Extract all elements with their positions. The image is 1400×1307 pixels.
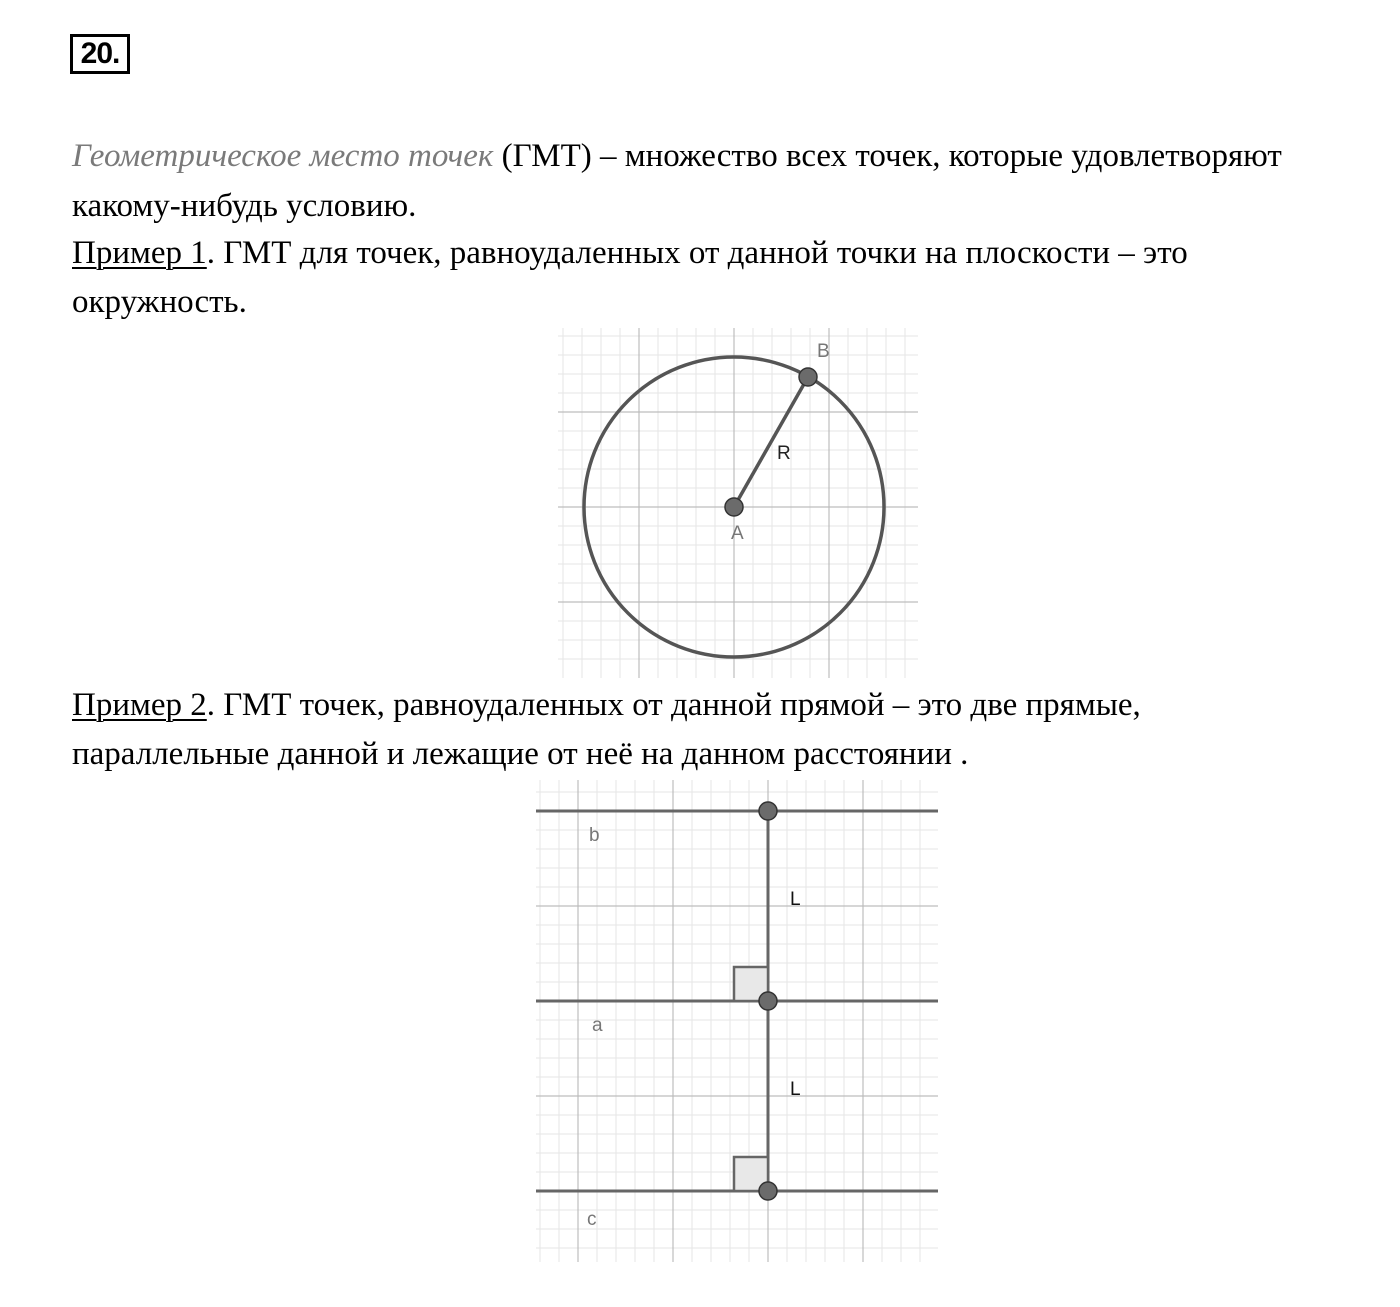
task-number: 20. — [70, 34, 130, 74]
point-a — [725, 498, 743, 516]
line-c-label: c — [587, 1209, 597, 1230]
point-on-b — [759, 802, 777, 820]
definition-line-2: какому-нибудь условию. — [72, 188, 417, 224]
definition-term: Геометрическое место точек — [72, 138, 494, 174]
example1-label: Пример 1 — [72, 235, 207, 271]
point-on-a — [759, 992, 777, 1010]
example1-line-1 — [72, 229, 1397, 277]
example2-line-2: параллельные данной и лежащие от неё на данном расстоянии . — [72, 736, 969, 772]
distance-label-bottom: L — [790, 1079, 801, 1100]
example2-line-1 — [72, 681, 1397, 729]
example1-text: . ГМТ для точек, равноудаленных от данной точки на плоскости – это — [206, 235, 1188, 271]
line-a-label: a — [592, 1015, 603, 1036]
point-b — [799, 368, 817, 386]
example2-label: Пример 2 — [72, 687, 207, 723]
definition-line-1 — [72, 132, 1397, 180]
point-on-c — [759, 1182, 777, 1200]
parallel-lines-figure — [536, 780, 938, 1262]
example2-text: . ГМТ точек, равноудаленных от данной прямой – это две прямые, — [206, 687, 1141, 723]
distance-label-top: L — [790, 889, 801, 910]
radius-label: R — [777, 443, 791, 464]
definition-text: (ГМТ) – множество всех точек, которые удовлетворяют — [493, 138, 1282, 174]
example1-line-2: окружность. — [72, 284, 247, 320]
point-b-label: B — [817, 341, 830, 362]
point-a-label: A — [731, 523, 744, 544]
line-b-label: b — [589, 825, 600, 846]
circle-figure — [558, 328, 918, 678]
